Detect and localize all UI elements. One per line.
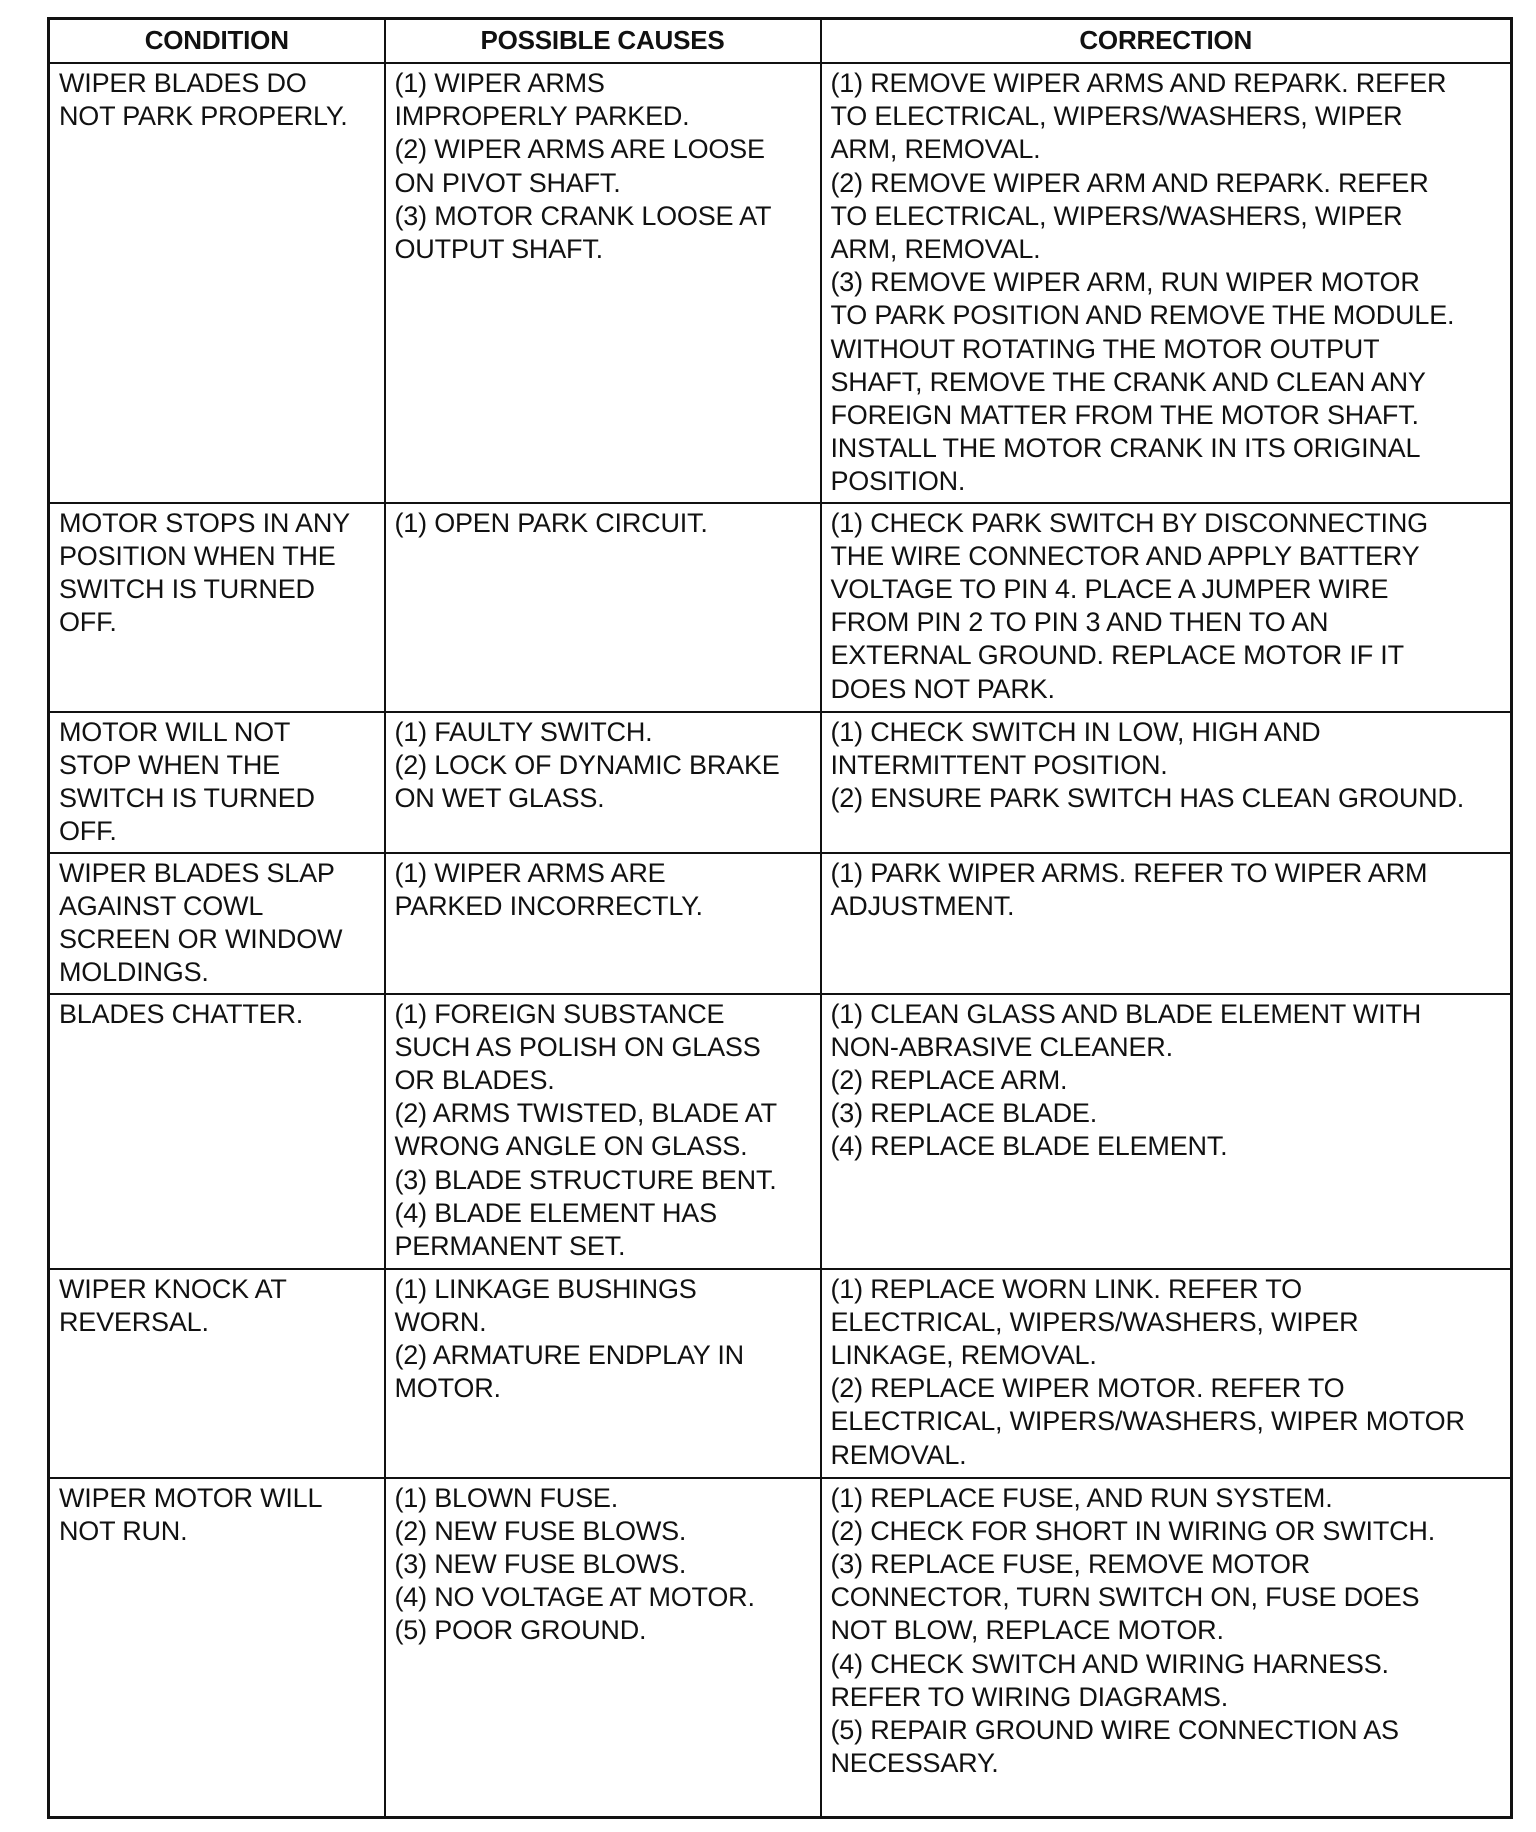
causes-cell: (1) WIPER ARMS IMPROPERLY PARKED. (2) WIPER ARMS ARE LOOSE ON PIVOT SHAFT. (3) MOTOR CRANK LOOSE AT OUTPUT SHAFT. bbox=[385, 63, 821, 503]
table-row bbox=[49, 503, 1512, 712]
table-row bbox=[49, 853, 1512, 994]
condition-cell: WIPER KNOCK AT REVERSAL. bbox=[49, 1269, 385, 1478]
condition-cell: WIPER BLADES SLAP AGAINST COWL SCREEN OR WINDOW MOLDINGS. bbox=[49, 853, 385, 994]
causes-cell: (1) FAULTY SWITCH. (2) LOCK OF DYNAMIC BRAKE ON WET GLASS. bbox=[385, 712, 821, 853]
condition-cell: MOTOR WILL NOT STOP WHEN THE SWITCH IS TURNED OFF. bbox=[49, 712, 385, 853]
causes-cell: (1) BLOWN FUSE. (2) NEW FUSE BLOWS. (3) NEW FUSE BLOWS. (4) NO VOLTAGE AT MOTOR. (5) POOR GROUND. bbox=[385, 1478, 821, 1818]
header-correction: CORRECTION bbox=[821, 19, 1512, 64]
correction-cell: (1) PARK WIPER ARMS. REFER TO WIPER ARM ADJUSTMENT. bbox=[821, 853, 1512, 994]
causes-cell: (1) WIPER ARMS ARE PARKED INCORRECTLY. bbox=[385, 853, 821, 994]
header-condition: CONDITION bbox=[49, 19, 385, 64]
condition-cell: WIPER BLADES DO NOT PARK PROPERLY. bbox=[49, 63, 385, 503]
table-header bbox=[49, 19, 1512, 64]
condition-cell: MOTOR STOPS IN ANY POSITION WHEN THE SWITCH IS TURNED OFF. bbox=[49, 503, 385, 712]
condition-cell: WIPER MOTOR WILL NOT RUN. bbox=[49, 1478, 385, 1818]
correction-cell: (1) CHECK PARK SWITCH BY DISCONNECTING THE WIRE CONNECTOR AND APPLY BATTERY VOLTAGE TO PIN 4. PLACE A JUMPER WIRE FROM PIN 2 TO PIN 3 AND THEN TO AN EXTERNAL GROUND. REPLACE MOTOR IF IT DOES NOT PARK. bbox=[821, 503, 1512, 712]
table-body bbox=[49, 63, 1512, 1818]
header-possible-causes: POSSIBLE CAUSES bbox=[385, 19, 821, 64]
correction-cell: (1) REMOVE WIPER ARMS AND REPARK. REFER TO ELECTRICAL, WIPERS/WASHERS, WIPER ARM, REMOVAL. (2) REMOVE WIPER ARM AND REPARK. REFER TO ELECTRICAL, WIPERS/WASHERS, WIPER ARM, REMOVAL. (3) REMOVE WIPER ARM, RUN WIPER MOTOR TO PARK POSITION AND REMOVE THE MODULE. WITHOUT ROTATING THE MOTOR OUTPUT SHAFT, REMOVE THE CRANK AND CLEAN ANY FOREIGN MATTER FROM THE MOTOR SHAFT. INSTALL THE MOTOR CRANK IN ITS ORIGINAL POSITION. bbox=[821, 63, 1512, 503]
causes-cell: (1) OPEN PARK CIRCUIT. bbox=[385, 503, 821, 712]
header-row bbox=[49, 19, 1512, 64]
table-row bbox=[49, 994, 1512, 1269]
table-row bbox=[49, 712, 1512, 853]
table-row bbox=[49, 1478, 1512, 1818]
table-row bbox=[49, 63, 1512, 503]
correction-cell: (1) REPLACE WORN LINK. REFER TO ELECTRICAL, WIPERS/WASHERS, WIPER LINKAGE, REMOVAL. (2) REPLACE WIPER MOTOR. REFER TO ELECTRICAL, WIPERS/WASHERS, WIPER MOTOR REMOVAL. bbox=[821, 1269, 1512, 1478]
causes-cell: (1) FOREIGN SUBSTANCE SUCH AS POLISH ON GLASS OR BLADES. (2) ARMS TWISTED, BLADE AT WRONG ANGLE ON GLASS. (3) BLADE STRUCTURE BENT. (4) BLADE ELEMENT HAS PERMANENT SET. bbox=[385, 994, 821, 1269]
diagnosis-table bbox=[47, 17, 1513, 1819]
correction-cell: (1) CHECK SWITCH IN LOW, HIGH AND INTERMITTENT POSITION. (2) ENSURE PARK SWITCH HAS CLEAN GROUND. bbox=[821, 712, 1512, 853]
table-row bbox=[49, 1269, 1512, 1478]
condition-cell: BLADES CHATTER. bbox=[49, 994, 385, 1269]
correction-cell: (1) CLEAN GLASS AND BLADE ELEMENT WITH NON-ABRASIVE CLEANER. (2) REPLACE ARM. (3) REPLACE BLADE. (4) REPLACE BLADE ELEMENT. bbox=[821, 994, 1512, 1269]
causes-cell: (1) LINKAGE BUSHINGS WORN. (2) ARMATURE ENDPLAY IN MOTOR. bbox=[385, 1269, 821, 1478]
correction-cell: (1) REPLACE FUSE, AND RUN SYSTEM. (2) CHECK FOR SHORT IN WIRING OR SWITCH. (3) REPLACE FUSE, REMOVE MOTOR CONNECTOR, TURN SWITCH ON, FUSE DOES NOT BLOW, REPLACE MOTOR. (4) CHECK SWITCH AND WIRING HARNESS. REFER TO WIRING DIAGRAMS. (5) REPAIR GROUND WIRE CONNECTION AS NECESSARY. bbox=[821, 1478, 1512, 1818]
